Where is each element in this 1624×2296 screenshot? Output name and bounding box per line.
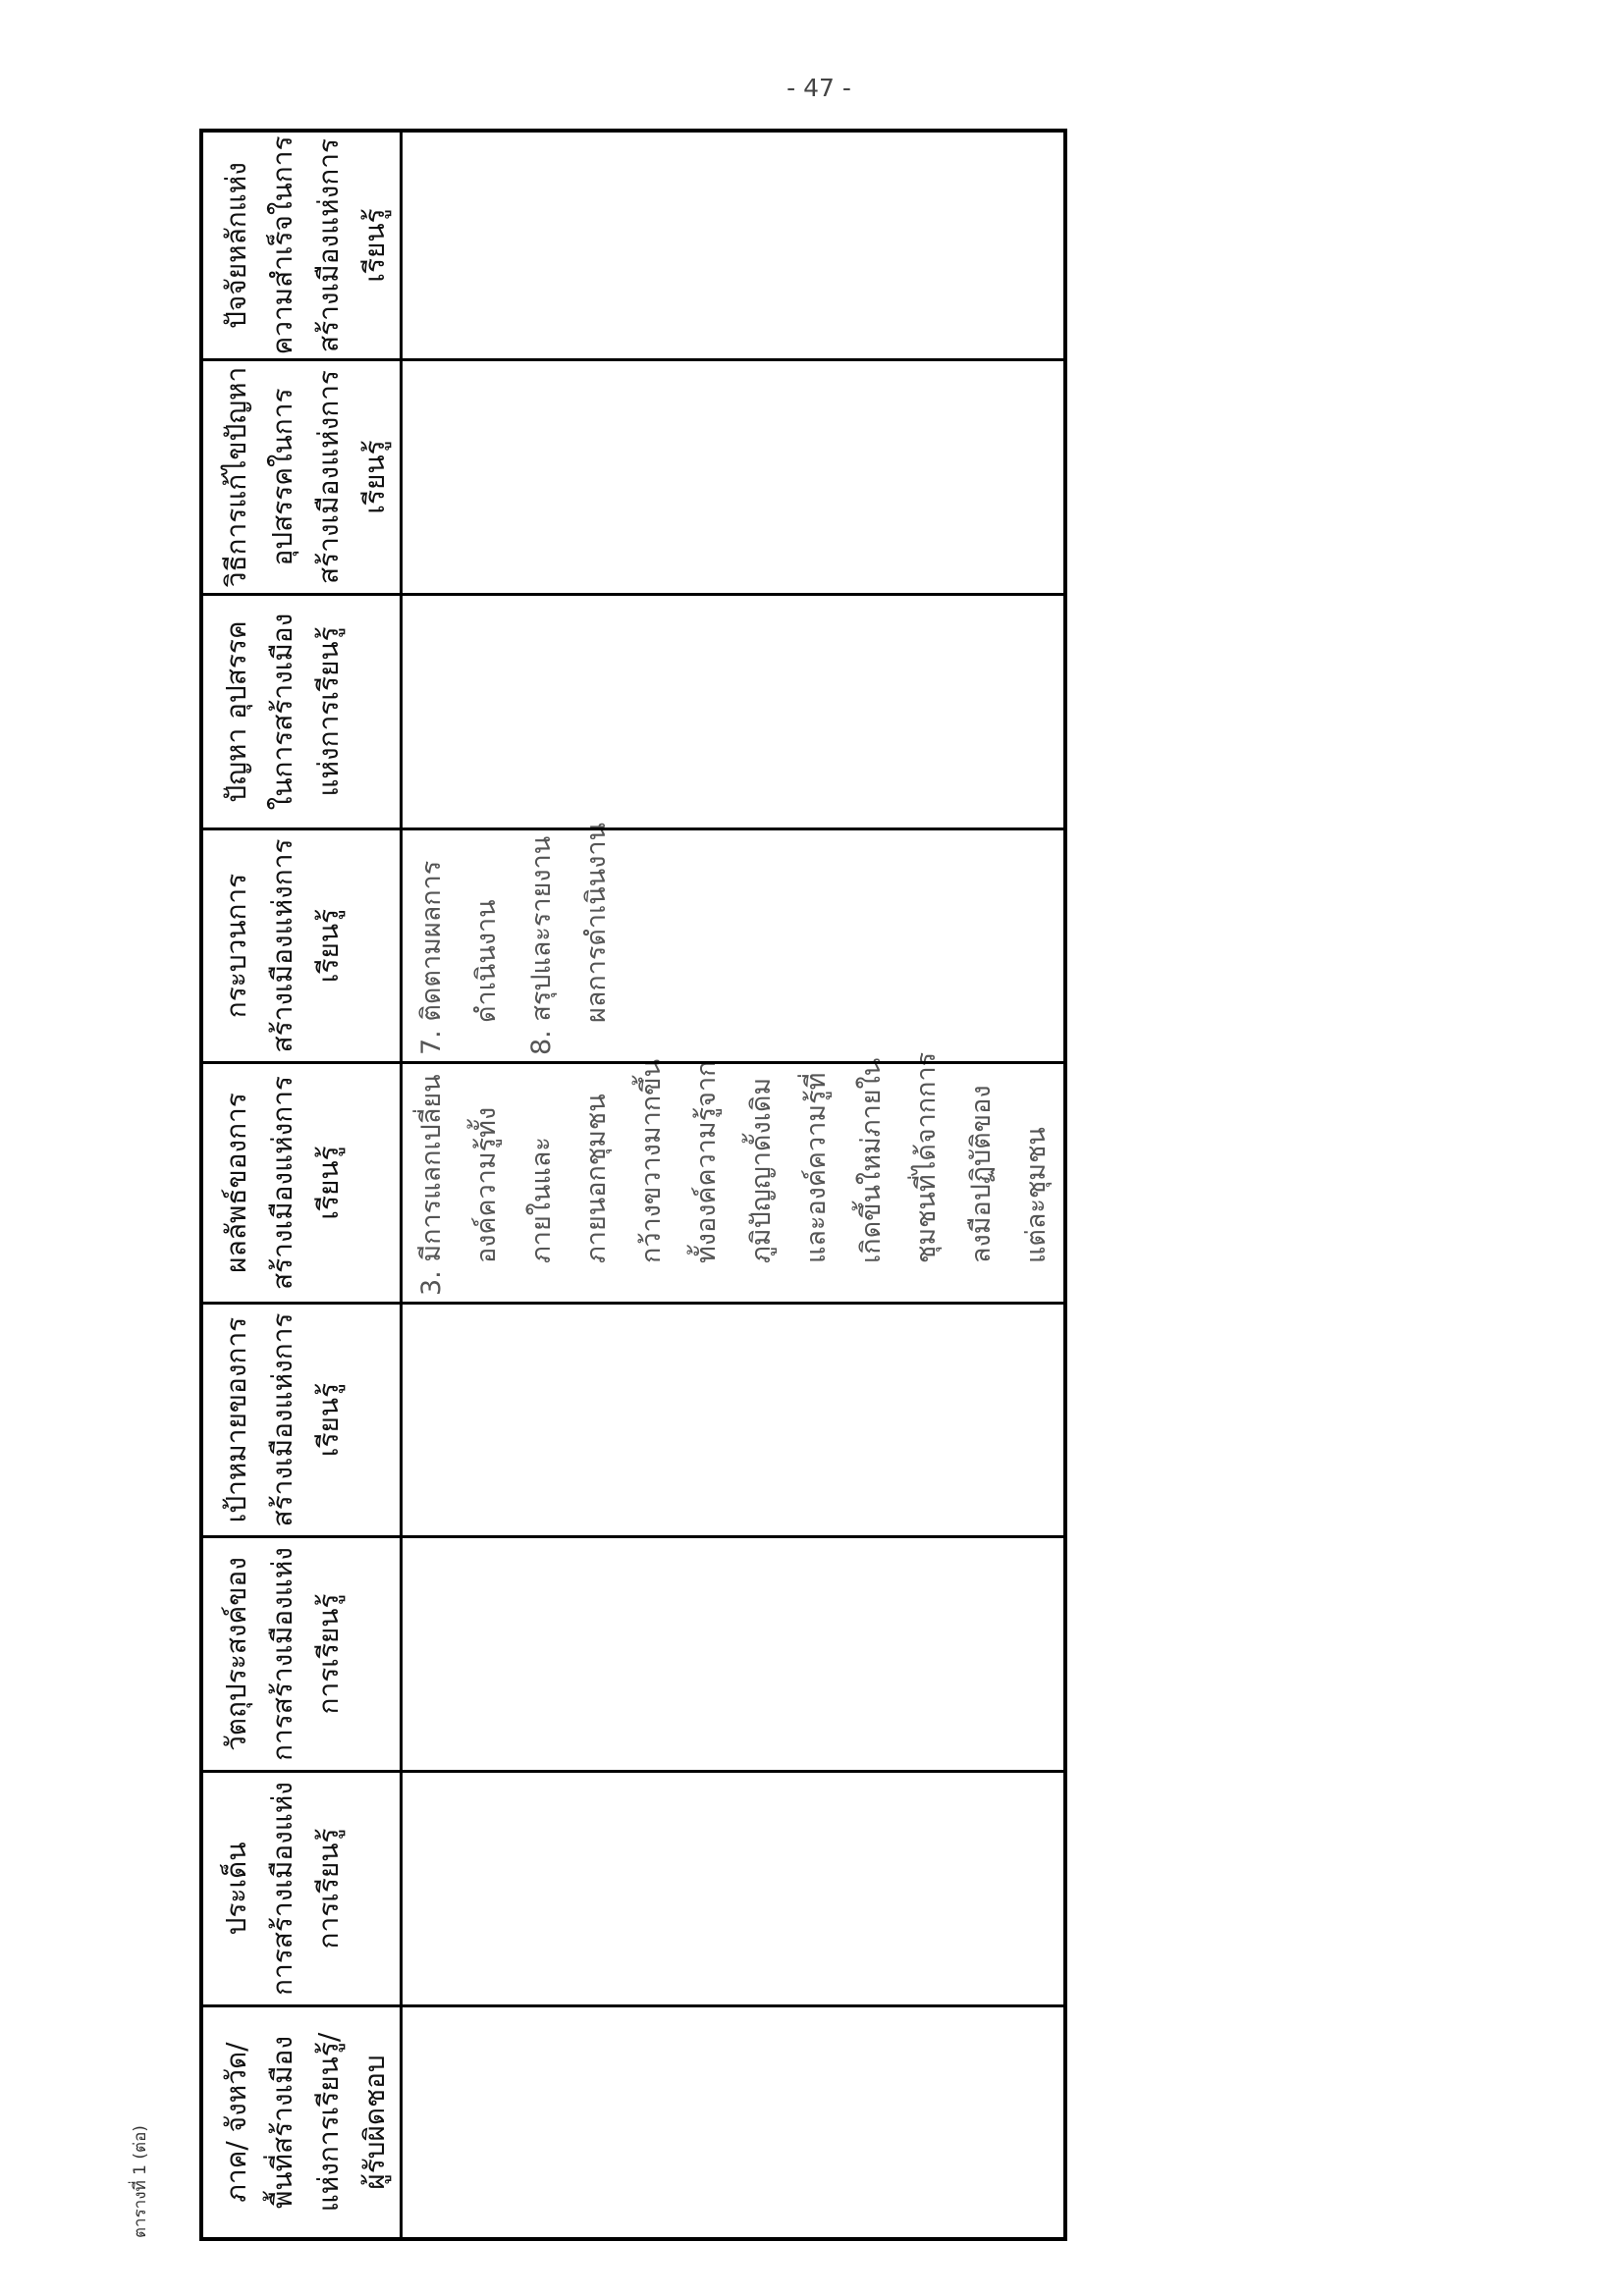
outcome-item: 3. มีการแลกเปลี่ยน องค์ความรู้ทั้ง ภายในและ ภายนอกชุมชน กว้างขวางมากขึ้น ทั้งองค์ความรู้จาก ภูมิปัญญาดั้งเดิม และองค์ความรู้ที่ เกิดขึ้นใหม่ภายใน ชุมชนที่ได้จากการ ลงมือปฏิบัติของ แต่ละชุมชน: [416, 1051, 1052, 1296]
column-header-objective: วัตถุประสงค์ของ การสร้างเมืองแห่ง การเรียนรู้: [203, 1538, 400, 1773]
table-row: [403, 133, 1063, 2237]
table-cell-outcome: [403, 1051, 1063, 1305]
page-number: - 47 -: [786, 74, 851, 102]
learning-city-table: [199, 129, 1067, 2241]
table-cell-goal: [403, 1305, 1063, 1538]
column-header-process: กระบวนการ สร้างเมืองแห่งการ เรียนรู้: [203, 830, 400, 1064]
table-cell-objective: [403, 1538, 1063, 1773]
table-caption: ตารางที่ 1 (ต่อ): [131, 2125, 150, 2238]
process-item: 7. ติดตามผลการ ดำเนินงาน: [416, 860, 502, 1055]
column-header-region: ภาค/ จังหวัด/ พื้นที่สร้างเมือง แห่งการเรียนรู้/ ผู้รับผิดชอบ: [220, 2032, 391, 2213]
column-header-problems: ปัญหา อุปสรรค ในการสร้างเมือง แห่งการเรียนรู้: [203, 596, 400, 830]
table-cell-success-factors: [403, 133, 1063, 361]
table-cell-issue: [403, 1773, 1063, 2007]
table-cell-problems: [403, 596, 1063, 830]
table-cell-region: [403, 2007, 1063, 2237]
column-header-outcome: ผลลัพธ์ของการ สร้างเมืองแห่งการ เรียนรู้: [203, 1064, 400, 1305]
column-header-issue: ประเด็น การสร้างเมืองแห่ง การเรียนรู้: [203, 1773, 400, 2007]
process-item: 8. สรุปและรายงาน ผลการดำเนินงาน: [526, 822, 612, 1055]
column-header-success-factors: ปัจจัยหลักแห่ง ความสำเร็จในการ สร้างเมืองแห่งการ เรียนรู้: [203, 133, 400, 361]
table-cell-solutions: [403, 361, 1063, 596]
column-header-goal: เป้าหมายของการ สร้างเมืองแห่งการ เรียนรู้: [203, 1305, 400, 1538]
table-cell-process: [403, 822, 1063, 1064]
column-header-solutions: วิธีการแก้ไขปัญหา อุปสรรคในการ สร้างเมืองแห่งการ เรียนรู้: [203, 361, 400, 596]
table-header-row: [203, 133, 403, 2237]
